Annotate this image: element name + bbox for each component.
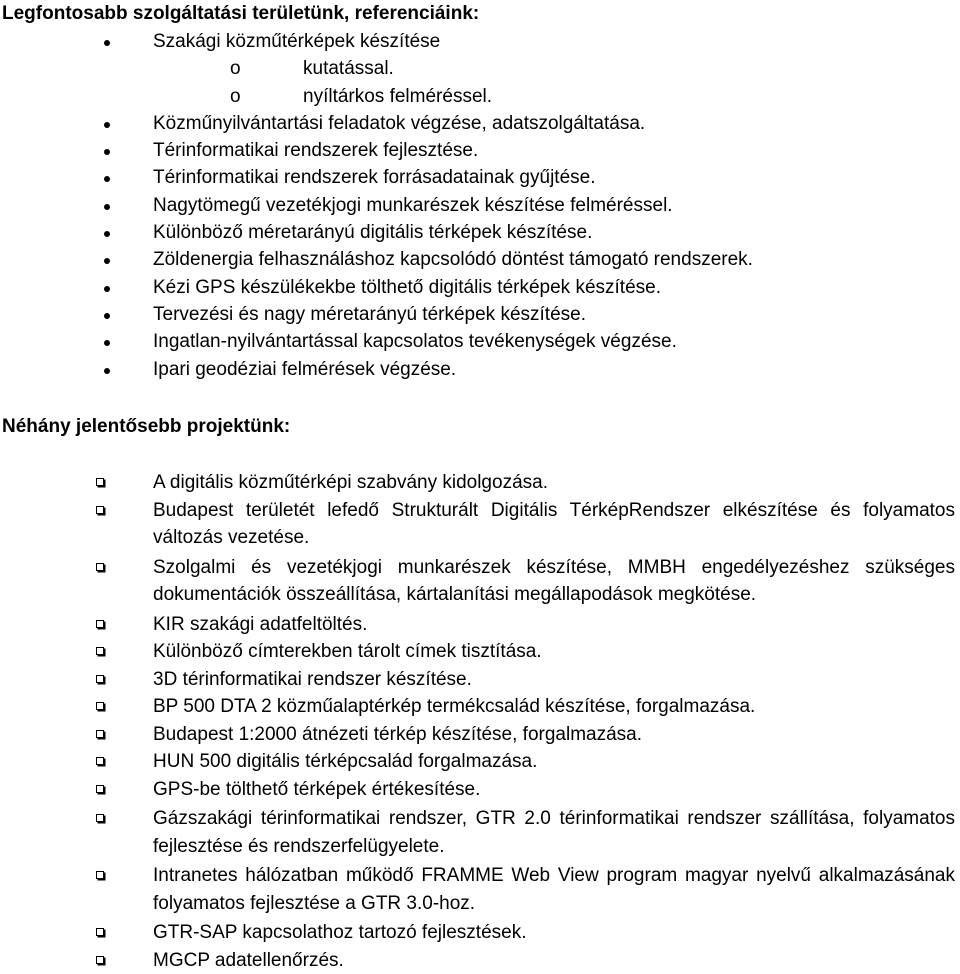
list-item-text: Intranetes hálózatban működő FRAMME Web View program magyar nyelvű alkalmazásának folyamatos fejlesztése a GTR 3.0-hoz. bbox=[153, 862, 955, 917]
list-item bbox=[0, 862, 960, 917]
list-item bbox=[0, 666, 960, 694]
checkbox-bullet-icon bbox=[96, 647, 104, 655]
circle-bullet-icon: o bbox=[230, 85, 241, 109]
checkbox-bullet-icon bbox=[96, 814, 104, 822]
services-heading: Legfontosabb szolgáltatási területünk, referenciáink: bbox=[2, 2, 479, 26]
list-item-text: Gázszakági térinformatikai rendszer, GTR 2.0 térinformatikai rendszer szállítása, folyamatos fejlesztése és rendszerfelügyelete. bbox=[153, 805, 955, 860]
list-item bbox=[0, 112, 960, 139]
list-item bbox=[0, 30, 960, 57]
list-item bbox=[0, 947, 960, 974]
list-item bbox=[0, 85, 960, 112]
list-item-text: Térinformatikai rendszerek fejlesztése. bbox=[153, 139, 478, 163]
services-list bbox=[0, 30, 960, 385]
bullet-icon bbox=[104, 340, 110, 346]
list-item bbox=[0, 166, 960, 193]
bullet-icon bbox=[104, 149, 110, 155]
bullet-icon bbox=[104, 313, 110, 319]
list-item bbox=[0, 221, 960, 248]
list-item-text: Szolgalmi és vezetékjogi munkarészek készítése, MMBH engedélyezéshez szükséges dokumentációk összeállítása, kártalanítási megállapodások megkötése. bbox=[153, 554, 955, 609]
list-item bbox=[0, 194, 960, 221]
checkbox-bullet-icon bbox=[96, 928, 104, 936]
list-item-text: Szakági közműtérképek készítése bbox=[153, 30, 440, 54]
list-item bbox=[0, 919, 960, 947]
list-item-text: HUN 500 digitális térképcsalád forgalmazása. bbox=[153, 748, 955, 776]
bullet-icon bbox=[104, 258, 110, 264]
list-item-text: MGCP adatellenőrzés. bbox=[153, 947, 955, 974]
checkbox-bullet-icon bbox=[96, 757, 104, 765]
list-item-text: Különböző címterekben tárolt címek tisztítása. bbox=[153, 638, 955, 666]
checkbox-bullet-icon bbox=[96, 478, 104, 486]
list-item-text: Budapest 1:2000 átnézeti térkép készítése, forgalmazása. bbox=[153, 721, 955, 749]
list-item-text: A digitális közműtérképi szabvány kidolgozása. bbox=[153, 469, 955, 497]
list-item bbox=[0, 57, 960, 84]
list-item-text: Tervezési és nagy méretarányú térképek készítése. bbox=[153, 303, 586, 327]
list-item-text: Budapest területét lefedő Strukturált Digitális TérképRendszer elkészítése és folyamatos változás vezetése. bbox=[153, 497, 955, 552]
circle-bullet-icon: o bbox=[230, 57, 241, 81]
list-item bbox=[0, 497, 960, 552]
list-item bbox=[0, 748, 960, 776]
list-item-text: Térinformatikai rendszerek forrásadatainak gyűjtése. bbox=[153, 166, 595, 190]
bullet-icon bbox=[104, 204, 110, 210]
projects-heading: Néhány jelentősebb projektünk: bbox=[2, 415, 290, 439]
list-item bbox=[0, 139, 960, 166]
checkbox-bullet-icon bbox=[96, 785, 104, 793]
checkbox-bullet-icon bbox=[96, 506, 104, 514]
list-item bbox=[0, 276, 960, 303]
bullet-icon bbox=[104, 40, 110, 46]
list-item bbox=[0, 469, 960, 497]
checkbox-bullet-icon bbox=[96, 702, 104, 710]
list-item bbox=[0, 721, 960, 749]
bullet-icon bbox=[104, 122, 110, 128]
list-item-text: Különböző méretarányú digitális térképek készítése. bbox=[153, 221, 592, 245]
list-item bbox=[0, 303, 960, 330]
list-item-text: Nagytömegű vezetékjogi munkarészek készítése felméréssel. bbox=[153, 194, 673, 218]
list-item bbox=[0, 805, 960, 860]
list-item-text: Közműnyilvántartási feladatok végzése, adatszolgáltatása. bbox=[153, 112, 645, 136]
checkbox-bullet-icon bbox=[96, 730, 104, 738]
list-item bbox=[0, 611, 960, 639]
bullet-icon bbox=[104, 368, 110, 374]
checkbox-bullet-icon bbox=[96, 675, 104, 683]
list-item-text: 3D térinformatikai rendszer készítése. bbox=[153, 666, 955, 694]
list-item-text: Kézi GPS készülékekbe tölthető digitális térképek készítése. bbox=[153, 276, 661, 300]
checkbox-bullet-icon bbox=[96, 871, 104, 879]
list-item bbox=[0, 638, 960, 666]
checkbox-bullet-icon bbox=[96, 563, 104, 571]
list-item-text: BP 500 DTA 2 közműalaptérkép termékcsalád készítése, forgalmazása. bbox=[153, 693, 955, 721]
bullet-icon bbox=[104, 176, 110, 182]
list-item bbox=[0, 358, 960, 385]
bullet-icon bbox=[104, 286, 110, 292]
projects-list bbox=[0, 469, 960, 974]
list-item bbox=[0, 554, 960, 609]
list-item bbox=[0, 693, 960, 721]
list-item bbox=[0, 330, 960, 357]
list-item-text: Ingatlan-nyilvántartással kapcsolatos tevékenységek végzése. bbox=[153, 330, 677, 354]
list-item bbox=[0, 776, 960, 804]
list-item bbox=[0, 248, 960, 275]
checkbox-bullet-icon bbox=[96, 956, 104, 964]
list-item-text: Ipari geodéziai felmérések végzése. bbox=[153, 358, 456, 382]
checkbox-bullet-icon bbox=[96, 620, 104, 628]
list-item-text: nyíltárkos felméréssel. bbox=[303, 85, 492, 109]
list-item-text: GPS-be tölthető térképek értékesítése. bbox=[153, 776, 955, 804]
list-item-text: kutatással. bbox=[303, 57, 394, 81]
bullet-icon bbox=[104, 231, 110, 237]
list-item-text: GTR-SAP kapcsolathoz tartozó fejlesztések. bbox=[153, 919, 955, 947]
list-item-text: KIR szakági adatfeltöltés. bbox=[153, 611, 955, 639]
list-item-text: Zöldenergia felhasználáshoz kapcsolódó döntést támogató rendszerek. bbox=[153, 248, 753, 272]
